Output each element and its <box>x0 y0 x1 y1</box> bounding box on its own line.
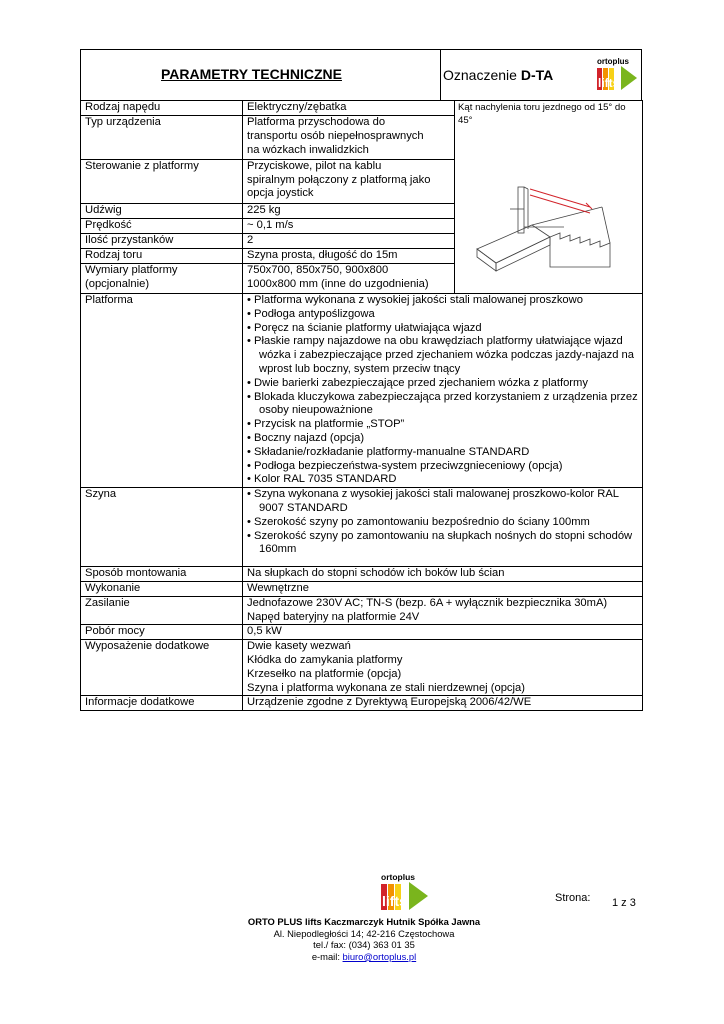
value-line: 1000x800 mm (inne do uzgodnienia) <box>247 278 429 291</box>
row-value: ~ 0,1 m/s <box>243 218 455 233</box>
row-label: Pobór mocy <box>81 625 243 640</box>
row-label: Informacje dodatkowe <box>81 696 243 711</box>
row-value <box>243 640 643 696</box>
value-line: 750x700, 850x750, 900x800 <box>247 264 389 277</box>
label-line: (opcjonalnie) <box>85 278 150 291</box>
value-line: Platforma przyschodowa do <box>247 116 386 129</box>
row-value: Szyna prosta, długość do 15m <box>243 249 455 264</box>
value-line: Szyna i platforma wykonana ze stali nierdzewnej (opcja) <box>247 681 525 694</box>
row-label: Udźwig <box>81 203 243 218</box>
row-label: Szyna <box>81 488 243 567</box>
company-phone: tel./ fax: (034) 363 01 35 <box>313 939 415 951</box>
table-row <box>81 640 643 696</box>
table-row <box>81 596 643 625</box>
row-value <box>243 116 455 160</box>
table-row <box>81 101 643 116</box>
value-line: Dwie kasety wezwań <box>247 640 351 653</box>
spec-table <box>80 100 643 711</box>
row-value: Elektryczny/zębatka <box>243 101 455 116</box>
value-line: Urządzenie zgodne z Dyrektywą Europejską 2006/42/WE <box>247 696 532 709</box>
row-label: Typ urządzenia <box>81 116 243 160</box>
model-code-prefix: Oznaczenie <box>443 67 521 83</box>
value-line: na wózkach inwalidzkich <box>247 143 369 156</box>
list-item: • Szerokość szyny po zamontowaniu bezpośrednio do ściany 100mm <box>247 516 640 530</box>
model-code <box>443 67 553 83</box>
list-item: • Kolor RAL 7035 STANDARD <box>247 473 640 487</box>
row-value <box>243 264 455 294</box>
model-code-value: D-TA <box>520 67 554 83</box>
value-line: transportu osób niepełnosprawnych <box>247 130 424 143</box>
list-item: • Boczny najazd (opcja) <box>247 432 640 446</box>
row-label: Rodzaj toru <box>81 249 243 264</box>
row-label: Sposób montowania <box>81 567 243 582</box>
szyna-list <box>247 488 640 557</box>
value-line: Kłódka do zamykania platformy <box>247 653 403 666</box>
footer-logo-text-top: ortoplus <box>381 872 415 882</box>
page-title: PARAMETRY TECHNICZNE <box>161 66 342 82</box>
list-item: • Składanie/rozkładanie platformy-manualne STANDARD <box>247 446 640 460</box>
table-row <box>81 488 643 567</box>
value-line: Jednofazowe 230V AC; TN-S (bezp. 6A + wyłącznik bezpiecznika 30mA) <box>247 596 608 609</box>
company-address: Al. Niepodległości 14; 42-216 Częstochowa <box>273 927 455 939</box>
header <box>80 49 642 100</box>
page-number: 1 z 3 <box>612 897 636 909</box>
footer-logo-text-bottom: lifts <box>382 893 407 909</box>
company-email <box>200 951 528 963</box>
list-item: • Podłoga antypoślizgowa <box>247 308 640 322</box>
table-row <box>81 625 643 640</box>
company-name: ORTO PLUS lifts Kaczmarczyk Hutnik Spółka Jawna <box>247 916 481 927</box>
row-value <box>243 696 643 711</box>
header-divider <box>440 50 441 101</box>
table-row <box>81 696 643 711</box>
value-line: opcja joystick <box>247 187 314 200</box>
row-label: Wykonanie <box>81 581 243 596</box>
row-label: Platforma <box>81 294 243 488</box>
value-line: spiralnym połączony z platformą jako <box>247 173 431 186</box>
value-line: Napęd bateryjny na platformie 24V <box>247 610 420 623</box>
company-info <box>200 916 528 962</box>
row-value <box>243 488 643 567</box>
value-line: Wewnętrzne <box>247 581 309 594</box>
row-value: 225 kg <box>243 203 455 218</box>
row-value <box>243 294 643 488</box>
row-label: Ilość przystanków <box>81 234 243 249</box>
row-value <box>243 596 643 625</box>
list-item: • Podłoga bezpieczeństwa-system przeciwzgnieceniowy (opcja) <box>247 460 640 474</box>
list-item: • Platforma wykonana z wysokiej jakości stali malowanej proszkowo <box>247 294 640 308</box>
row-value <box>243 581 643 596</box>
image-cell <box>455 101 643 294</box>
value-line: 0,5 kW <box>247 625 282 638</box>
row-value <box>243 159 455 203</box>
value-line: Przyciskowe, pilot na kablu <box>247 159 382 172</box>
list-item: • Poręcz na ścianie platformy ułatwiająca wjazd <box>247 322 640 336</box>
row-label: Zasilanie <box>81 596 243 625</box>
email-link[interactable]: biuro@ortoplus.pl <box>342 950 417 962</box>
ortoplus-logo-icon <box>595 56 639 94</box>
row-value <box>243 625 643 640</box>
page-label: Strona: <box>555 892 591 904</box>
list-item: • Szerokość szyny po zamontowaniu na słupkach nośnych do stopni schodów 160mm <box>247 530 640 558</box>
label-line: Wymiary platformy <box>85 264 178 277</box>
list-item: • Płaskie rampy najazdowe na obu krawędziach platformy ułatwiające wjazd wózka i zabezpieczające przed zjechaniem wózka podczas jazdy-najazd na wprost lub boczny, system przeciw tnący <box>247 335 640 376</box>
value-line: Krzesełko na platformie (opcja) <box>247 667 402 680</box>
logo-text-top: ortoplus <box>597 57 629 66</box>
email-label: e-mail: <box>311 950 343 962</box>
list-item: • Blokada kluczykowa zabezpieczająca przed korzystaniem z urządzenia przez osoby nieupoważnione <box>247 391 640 419</box>
row-label: Wyposażenie dodatkowe <box>81 640 243 696</box>
logo-text-bottom: lifts <box>598 76 620 90</box>
row-label <box>81 264 243 294</box>
platforma-list <box>247 294 640 487</box>
table-row <box>81 294 643 488</box>
list-item: • Dwie barierki zabezpieczające przed zjechaniem wózka z platformy <box>247 377 640 391</box>
row-value <box>243 567 643 582</box>
list-item: • Szyna wykonana z wysokiej jakości stali malowanej proszkowo-kolor RAL 9007 STANDARD <box>247 488 640 516</box>
footer-logo-icon <box>378 872 430 914</box>
table-row <box>81 581 643 596</box>
row-label: Sterowanie z platformy <box>81 159 243 203</box>
row-label: Rodzaj napędu <box>81 101 243 116</box>
table-row <box>81 567 643 582</box>
row-label: Prędkość <box>81 218 243 233</box>
value-line: Na słupkach do stopni schodów ich boków lub ścian <box>247 567 505 580</box>
image-caption: Kąt nachylenia toru jezdnego od 15° do 45° <box>458 102 626 126</box>
row-value: 2 <box>243 234 455 249</box>
stairlift-illustration-icon <box>472 167 622 292</box>
list-item: • Przycisk na platformie „STOP” <box>247 418 640 432</box>
